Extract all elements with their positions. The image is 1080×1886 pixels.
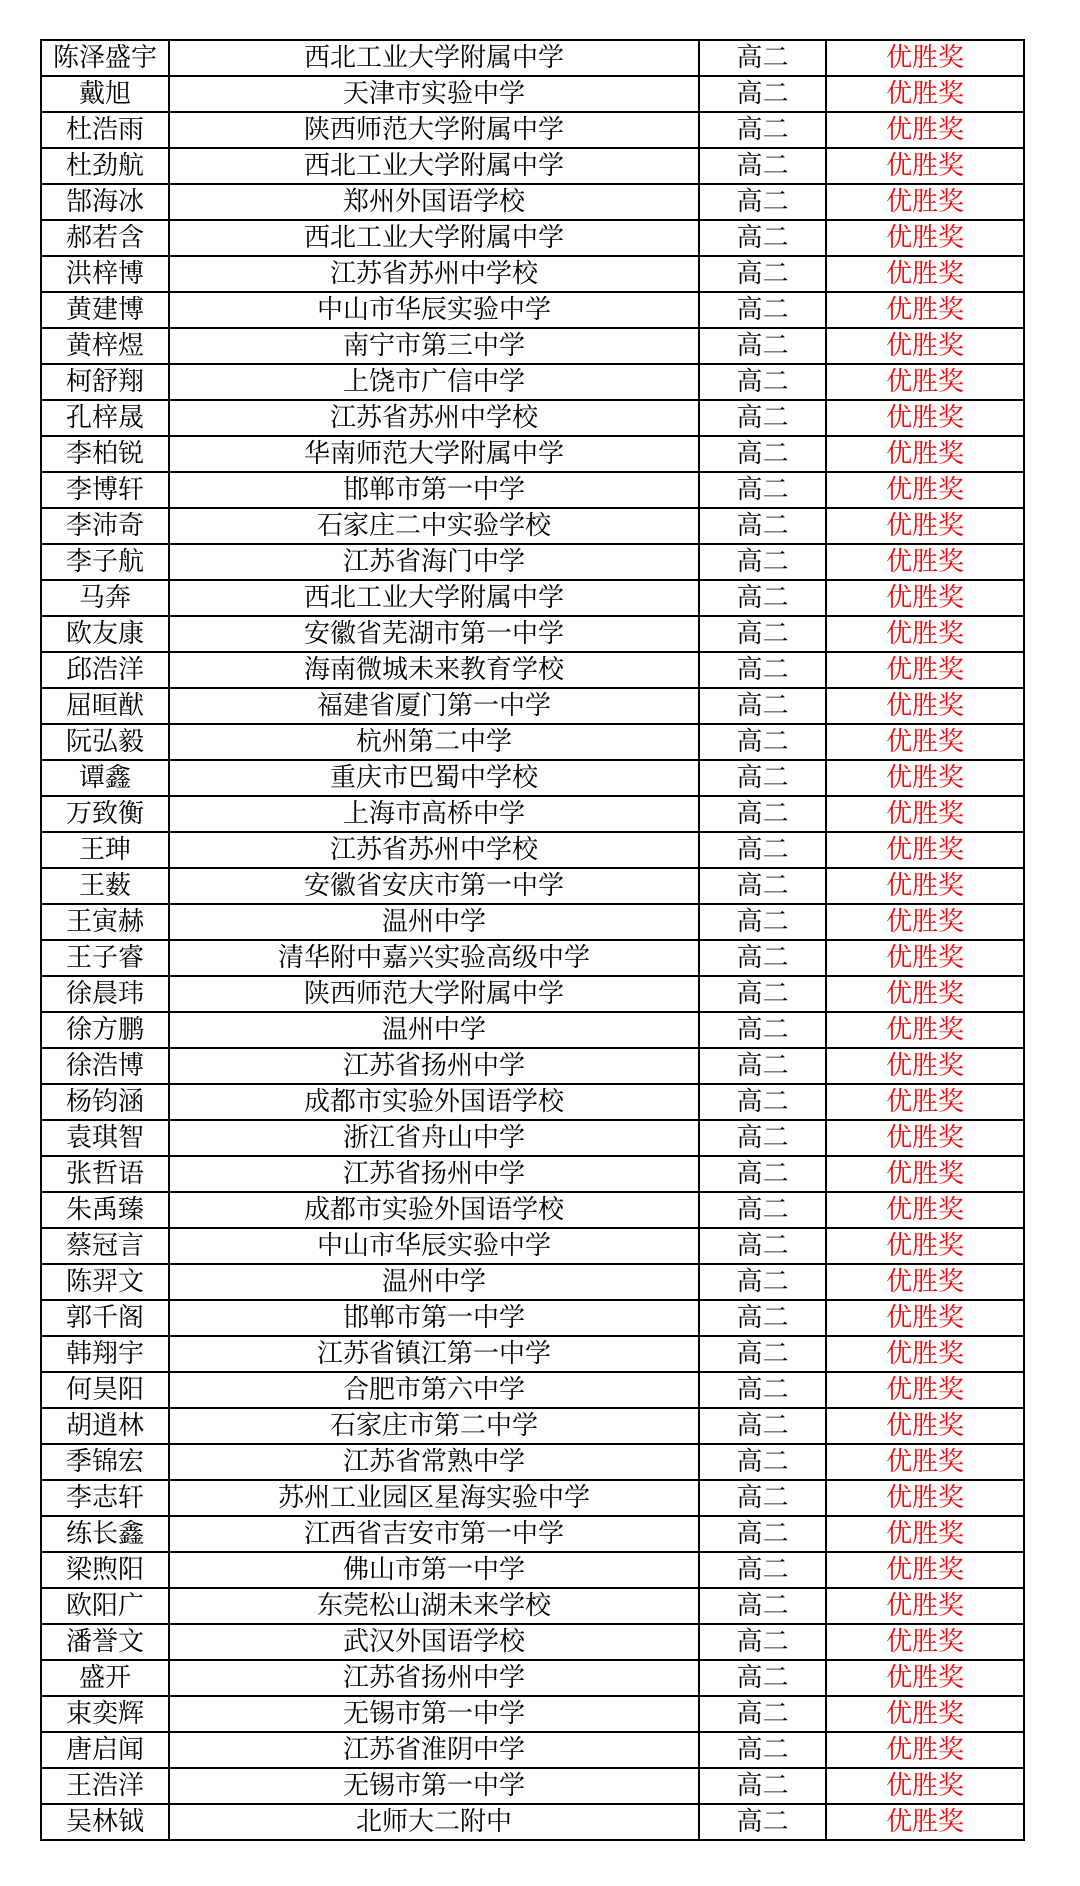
name-cell: 郭千阁 — [41, 1300, 169, 1336]
name-cell: 徐方鹏 — [41, 1012, 169, 1048]
name-cell: 黄梓煜 — [41, 328, 169, 364]
school-cell: 西北工业大学附属中学 — [169, 148, 699, 184]
school-cell: 江西省吉安市第一中学 — [169, 1516, 699, 1552]
name-cell: 蔡冠言 — [41, 1228, 169, 1264]
award-cell: 优胜奖 — [826, 1336, 1024, 1372]
award-cell: 优胜奖 — [826, 1480, 1024, 1516]
school-cell: 西北工业大学附属中学 — [169, 580, 699, 616]
grade-cell: 高二 — [699, 220, 826, 256]
school-cell: 佛山市第一中学 — [169, 1552, 699, 1588]
table-row — [41, 112, 1024, 148]
grade-cell: 高二 — [699, 472, 826, 508]
grade-cell: 高二 — [699, 508, 826, 544]
name-cell: 徐晨玮 — [41, 976, 169, 1012]
table-row — [41, 184, 1024, 220]
name-cell: 阮弘毅 — [41, 724, 169, 760]
grade-cell: 高二 — [699, 688, 826, 724]
name-cell: 马奔 — [41, 580, 169, 616]
table-row — [41, 256, 1024, 292]
school-cell: 石家庄市第二中学 — [169, 1408, 699, 1444]
name-cell: 谭鑫 — [41, 760, 169, 796]
table-row — [41, 1480, 1024, 1516]
school-cell: 安徽省安庆市第一中学 — [169, 868, 699, 904]
grade-cell: 高二 — [699, 976, 826, 1012]
award-cell: 优胜奖 — [826, 472, 1024, 508]
award-cell: 优胜奖 — [826, 1624, 1024, 1660]
award-cell: 优胜奖 — [826, 1444, 1024, 1480]
grade-cell: 高二 — [699, 40, 826, 76]
name-cell: 盛开 — [41, 1660, 169, 1696]
table-row — [41, 724, 1024, 760]
school-cell: 江苏省扬州中学 — [169, 1048, 699, 1084]
award-cell: 优胜奖 — [826, 508, 1024, 544]
table-row — [41, 760, 1024, 796]
school-cell: 江苏省苏州中学校 — [169, 400, 699, 436]
school-cell: 重庆市巴蜀中学校 — [169, 760, 699, 796]
name-cell: 吴林钺 — [41, 1804, 169, 1840]
grade-cell: 高二 — [699, 1768, 826, 1804]
school-cell: 天津市实验中学 — [169, 76, 699, 112]
table-row — [41, 148, 1024, 184]
name-cell: 戴旭 — [41, 76, 169, 112]
grade-cell: 高二 — [699, 148, 826, 184]
grade-cell: 高二 — [699, 328, 826, 364]
grade-cell: 高二 — [699, 1336, 826, 1372]
school-cell: 福建省厦门第一中学 — [169, 688, 699, 724]
table-row — [41, 832, 1024, 868]
school-cell: 海南微城未来教育学校 — [169, 652, 699, 688]
grade-cell: 高二 — [699, 184, 826, 220]
grade-cell: 高二 — [699, 1228, 826, 1264]
grade-cell: 高二 — [699, 256, 826, 292]
school-cell: 南宁市第三中学 — [169, 328, 699, 364]
name-cell: 屈晅猷 — [41, 688, 169, 724]
name-cell: 王寅赫 — [41, 904, 169, 940]
award-cell: 优胜奖 — [826, 1264, 1024, 1300]
table-row — [41, 328, 1024, 364]
name-cell: 黄建博 — [41, 292, 169, 328]
school-cell: 江苏省扬州中学 — [169, 1156, 699, 1192]
table-row — [41, 1156, 1024, 1192]
grade-cell: 高二 — [699, 1732, 826, 1768]
name-cell: 欧阳广 — [41, 1588, 169, 1624]
name-cell: 何昊阳 — [41, 1372, 169, 1408]
name-cell: 韩翔宇 — [41, 1336, 169, 1372]
table-row — [41, 1804, 1024, 1840]
award-cell: 优胜奖 — [826, 40, 1024, 76]
award-cell: 优胜奖 — [826, 112, 1024, 148]
school-cell: 北师大二附中 — [169, 1804, 699, 1840]
award-cell: 优胜奖 — [826, 796, 1024, 832]
grade-cell: 高二 — [699, 580, 826, 616]
award-cell: 优胜奖 — [826, 904, 1024, 940]
school-cell: 陕西师范大学附属中学 — [169, 112, 699, 148]
grade-cell: 高二 — [699, 724, 826, 760]
table-row — [41, 688, 1024, 724]
school-cell: 中山市华辰实验中学 — [169, 292, 699, 328]
table-row — [41, 1372, 1024, 1408]
school-cell: 邯郸市第一中学 — [169, 472, 699, 508]
table-row — [41, 1084, 1024, 1120]
school-cell: 武汉外国语学校 — [169, 1624, 699, 1660]
name-cell: 胡逍林 — [41, 1408, 169, 1444]
award-cell: 优胜奖 — [826, 1732, 1024, 1768]
grade-cell: 高二 — [699, 1480, 826, 1516]
school-cell: 无锡市第一中学 — [169, 1696, 699, 1732]
grade-cell: 高二 — [699, 364, 826, 400]
table-row — [41, 1192, 1024, 1228]
grade-cell: 高二 — [699, 1408, 826, 1444]
award-cell: 优胜奖 — [826, 1552, 1024, 1588]
name-cell: 李沛奇 — [41, 508, 169, 544]
school-cell: 石家庄二中实验学校 — [169, 508, 699, 544]
award-cell: 优胜奖 — [826, 580, 1024, 616]
table-row — [41, 436, 1024, 472]
grade-cell: 高二 — [699, 1660, 826, 1696]
award-cell: 优胜奖 — [826, 328, 1024, 364]
table-row — [41, 1336, 1024, 1372]
award-cell: 优胜奖 — [826, 760, 1024, 796]
name-cell: 潘誉文 — [41, 1624, 169, 1660]
school-cell: 邯郸市第一中学 — [169, 1300, 699, 1336]
grade-cell: 高二 — [699, 652, 826, 688]
name-cell: 郜海冰 — [41, 184, 169, 220]
award-cell: 优胜奖 — [826, 724, 1024, 760]
school-cell: 合肥市第六中学 — [169, 1372, 699, 1408]
grade-cell: 高二 — [699, 1804, 826, 1840]
award-cell: 优胜奖 — [826, 832, 1024, 868]
grade-cell: 高二 — [699, 1444, 826, 1480]
grade-cell: 高二 — [699, 1120, 826, 1156]
grade-cell: 高二 — [699, 940, 826, 976]
award-cell: 优胜奖 — [826, 1408, 1024, 1444]
table-row — [41, 616, 1024, 652]
award-cell: 优胜奖 — [826, 76, 1024, 112]
name-cell: 洪梓博 — [41, 256, 169, 292]
name-cell: 杜浩雨 — [41, 112, 169, 148]
table-row — [41, 1120, 1024, 1156]
table-row — [41, 472, 1024, 508]
grade-cell: 高二 — [699, 1264, 826, 1300]
school-cell: 江苏省海门中学 — [169, 544, 699, 580]
table-row — [41, 1696, 1024, 1732]
award-cell: 优胜奖 — [826, 1372, 1024, 1408]
award-cell: 优胜奖 — [826, 976, 1024, 1012]
name-cell: 欧友康 — [41, 616, 169, 652]
award-cell: 优胜奖 — [826, 1768, 1024, 1804]
table-row — [41, 1300, 1024, 1336]
award-cell: 优胜奖 — [826, 400, 1024, 436]
school-cell: 温州中学 — [169, 1012, 699, 1048]
grade-cell: 高二 — [699, 616, 826, 652]
award-cell: 优胜奖 — [826, 652, 1024, 688]
grade-cell: 高二 — [699, 1588, 826, 1624]
name-cell: 郝若含 — [41, 220, 169, 256]
grade-cell: 高二 — [699, 1552, 826, 1588]
award-cell: 优胜奖 — [826, 1192, 1024, 1228]
school-cell: 西北工业大学附属中学 — [169, 40, 699, 76]
award-cell: 优胜奖 — [826, 148, 1024, 184]
award-cell: 优胜奖 — [826, 1804, 1024, 1840]
table-row — [41, 364, 1024, 400]
name-cell: 徐浩博 — [41, 1048, 169, 1084]
school-cell: 江苏省扬州中学 — [169, 1660, 699, 1696]
name-cell: 陈羿文 — [41, 1264, 169, 1300]
name-cell: 王珅 — [41, 832, 169, 868]
school-cell: 温州中学 — [169, 904, 699, 940]
grade-cell: 高二 — [699, 760, 826, 796]
grade-cell: 高二 — [699, 1192, 826, 1228]
grade-cell: 高二 — [699, 1300, 826, 1336]
grade-cell: 高二 — [699, 904, 826, 940]
table-row — [41, 508, 1024, 544]
school-cell: 江苏省苏州中学校 — [169, 832, 699, 868]
award-cell: 优胜奖 — [826, 1660, 1024, 1696]
award-cell: 优胜奖 — [826, 292, 1024, 328]
award-cell: 优胜奖 — [826, 1516, 1024, 1552]
name-cell: 王薮 — [41, 868, 169, 904]
name-cell: 李博轩 — [41, 472, 169, 508]
grade-cell: 高二 — [699, 112, 826, 148]
award-cell: 优胜奖 — [826, 688, 1024, 724]
name-cell: 梁煦阳 — [41, 1552, 169, 1588]
table-row — [41, 940, 1024, 976]
award-cell: 优胜奖 — [826, 1588, 1024, 1624]
table-row — [41, 796, 1024, 832]
table-row — [41, 1516, 1024, 1552]
table-row — [41, 1732, 1024, 1768]
name-cell: 李子航 — [41, 544, 169, 580]
grade-cell: 高二 — [699, 1624, 826, 1660]
school-cell: 江苏省淮阴中学 — [169, 1732, 699, 1768]
school-cell: 上海市高桥中学 — [169, 796, 699, 832]
grade-cell: 高二 — [699, 1084, 826, 1120]
table-row — [41, 1408, 1024, 1444]
name-cell: 邱浩洋 — [41, 652, 169, 688]
name-cell: 王子睿 — [41, 940, 169, 976]
table-row — [41, 292, 1024, 328]
grade-cell: 高二 — [699, 292, 826, 328]
table-row — [41, 1768, 1024, 1804]
table-row — [41, 1624, 1024, 1660]
school-cell: 西北工业大学附属中学 — [169, 220, 699, 256]
school-cell: 华南师范大学附属中学 — [169, 436, 699, 472]
school-cell: 杭州第二中学 — [169, 724, 699, 760]
name-cell: 唐启闻 — [41, 1732, 169, 1768]
school-cell: 清华附中嘉兴实验高级中学 — [169, 940, 699, 976]
school-cell: 陕西师范大学附属中学 — [169, 976, 699, 1012]
grade-cell: 高二 — [699, 832, 826, 868]
name-cell: 李志轩 — [41, 1480, 169, 1516]
table-row — [41, 976, 1024, 1012]
grade-cell: 高二 — [699, 1012, 826, 1048]
name-cell: 李柏锐 — [41, 436, 169, 472]
name-cell: 袁琪智 — [41, 1120, 169, 1156]
school-cell: 中山市华辰实验中学 — [169, 1228, 699, 1264]
table-row — [41, 868, 1024, 904]
award-cell: 优胜奖 — [826, 184, 1024, 220]
table-row — [41, 544, 1024, 580]
name-cell: 朱禹臻 — [41, 1192, 169, 1228]
grade-cell: 高二 — [699, 796, 826, 832]
school-cell: 江苏省苏州中学校 — [169, 256, 699, 292]
grade-cell: 高二 — [699, 868, 826, 904]
award-cell: 优胜奖 — [826, 220, 1024, 256]
table-row — [41, 1588, 1024, 1624]
table-row — [41, 220, 1024, 256]
table-row — [41, 1048, 1024, 1084]
school-cell: 安徽省芜湖市第一中学 — [169, 616, 699, 652]
school-cell: 成都市实验外国语学校 — [169, 1084, 699, 1120]
name-cell: 杨钧涵 — [41, 1084, 169, 1120]
grade-cell: 高二 — [699, 400, 826, 436]
grade-cell: 高二 — [699, 1696, 826, 1732]
table-row — [41, 904, 1024, 940]
school-cell: 上饶市广信中学 — [169, 364, 699, 400]
award-cell: 优胜奖 — [826, 1300, 1024, 1336]
award-cell: 优胜奖 — [826, 1156, 1024, 1192]
table-row — [41, 1444, 1024, 1480]
grade-cell: 高二 — [699, 76, 826, 112]
name-cell: 杜劲航 — [41, 148, 169, 184]
name-cell: 孔梓晟 — [41, 400, 169, 436]
grade-cell: 高二 — [699, 1372, 826, 1408]
grade-cell: 高二 — [699, 1048, 826, 1084]
name-cell: 万致衡 — [41, 796, 169, 832]
grade-cell: 高二 — [699, 436, 826, 472]
school-cell: 浙江省舟山中学 — [169, 1120, 699, 1156]
award-cell: 优胜奖 — [826, 1084, 1024, 1120]
name-cell: 季锦宏 — [41, 1444, 169, 1480]
name-cell: 束奕辉 — [41, 1696, 169, 1732]
school-cell: 江苏省常熟中学 — [169, 1444, 699, 1480]
award-cell: 优胜奖 — [826, 616, 1024, 652]
name-cell: 练长鑫 — [41, 1516, 169, 1552]
table-row — [41, 652, 1024, 688]
school-cell: 东莞松山湖未来学校 — [169, 1588, 699, 1624]
table-row — [41, 76, 1024, 112]
award-cell: 优胜奖 — [826, 940, 1024, 976]
award-cell: 优胜奖 — [826, 1228, 1024, 1264]
table-row — [41, 580, 1024, 616]
award-cell: 优胜奖 — [826, 544, 1024, 580]
grade-cell: 高二 — [699, 544, 826, 580]
award-cell: 优胜奖 — [826, 256, 1024, 292]
grade-cell: 高二 — [699, 1156, 826, 1192]
name-cell: 柯舒翔 — [41, 364, 169, 400]
award-cell: 优胜奖 — [826, 436, 1024, 472]
name-cell: 张哲语 — [41, 1156, 169, 1192]
award-table-body — [41, 40, 1024, 1840]
table-row — [41, 400, 1024, 436]
table-row — [41, 1660, 1024, 1696]
school-cell: 郑州外国语学校 — [169, 184, 699, 220]
award-cell: 优胜奖 — [826, 364, 1024, 400]
school-cell: 苏州工业园区星海实验中学 — [169, 1480, 699, 1516]
school-cell: 江苏省镇江第一中学 — [169, 1336, 699, 1372]
table-row — [41, 40, 1024, 76]
award-cell: 优胜奖 — [826, 1696, 1024, 1732]
school-cell: 温州中学 — [169, 1264, 699, 1300]
award-cell: 优胜奖 — [826, 1048, 1024, 1084]
grade-cell: 高二 — [699, 1516, 826, 1552]
table-row — [41, 1552, 1024, 1588]
award-cell: 优胜奖 — [826, 868, 1024, 904]
school-cell: 成都市实验外国语学校 — [169, 1192, 699, 1228]
name-cell: 王浩洋 — [41, 1768, 169, 1804]
name-cell: 陈泽盛宇 — [41, 40, 169, 76]
school-cell: 无锡市第一中学 — [169, 1768, 699, 1804]
award-cell: 优胜奖 — [826, 1120, 1024, 1156]
award-table — [40, 39, 1025, 1841]
table-row — [41, 1264, 1024, 1300]
table-row — [41, 1228, 1024, 1264]
award-cell: 优胜奖 — [826, 1012, 1024, 1048]
table-row — [41, 1012, 1024, 1048]
